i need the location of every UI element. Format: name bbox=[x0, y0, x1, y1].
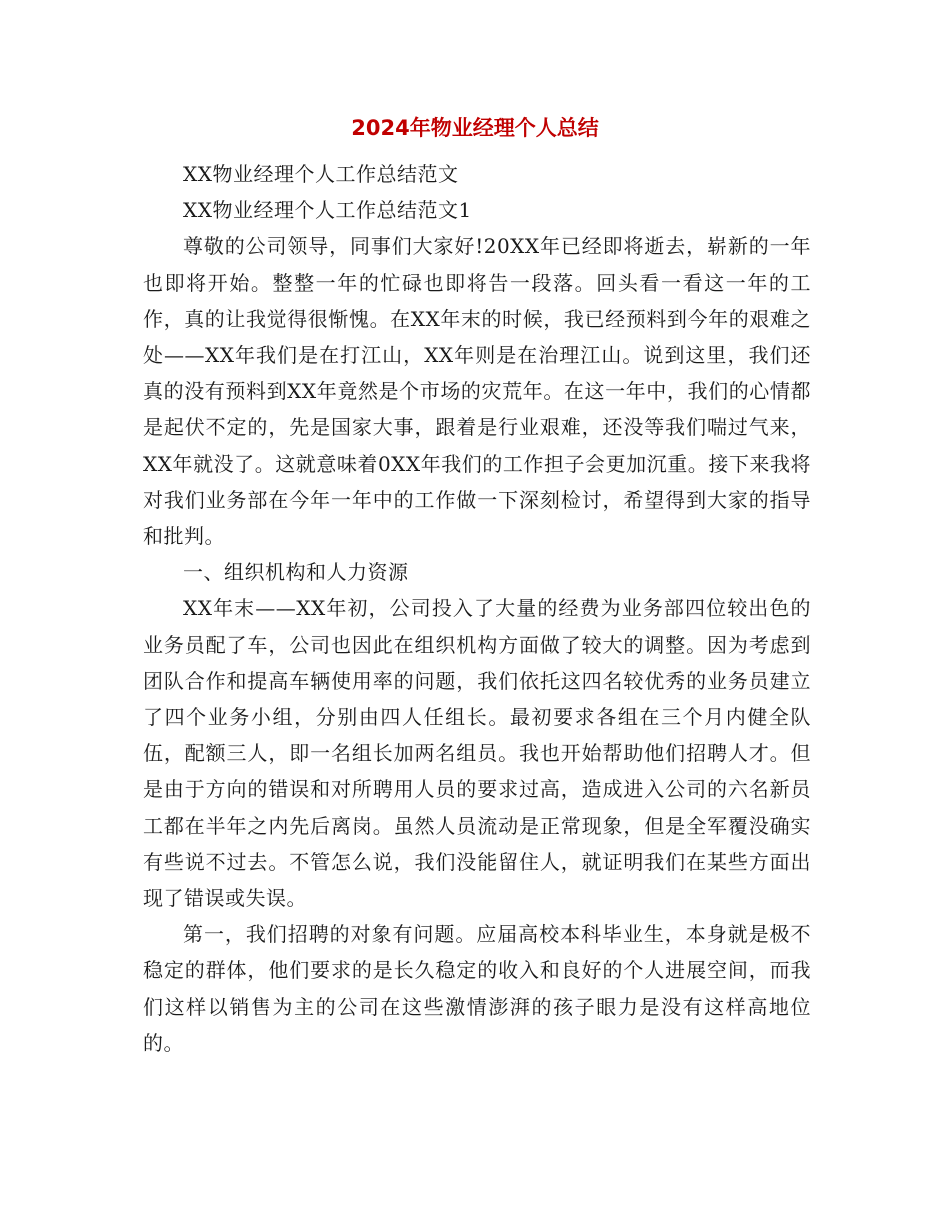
body-paragraph: 尊敬的公司领导，同事们大家好!20XX年已经即将逝去，崭新的一年也即将开始。整整一年的忙碌也即将告一段落。回头看一看这一年的工作，真的让我觉得很惭愧。在XX年末的时候，我已经预料到今年的艰难之处——XX年我们是在打江山，XX年则是在治理江山。说到这里，我们还真的没有预料到XX年竟然是个市场的灾荒年。在这一年中，我们的心情都是起伏不定的，先是国家大事，跟着是行业艰难，还没等我们喘过气来，XX年就没了。这就意味着0XX年我们的工作担子会更加沉重。接下来我将对我们业务部在今年一年中的工作做一下深刻检讨，希望得到大家的指导和批判。 bbox=[143, 234, 811, 549]
document-title: 2024年物业经理个人总结 bbox=[351, 116, 599, 140]
subtitle-paragraph: XX物业经理个人工作总结范文 bbox=[183, 162, 459, 186]
subtitle-paragraph: XX物业经理个人工作总结范文1 bbox=[183, 198, 472, 223]
section-heading: 一、组织机构和人力资源 bbox=[183, 560, 409, 585]
body-paragraph: XX年末——XX年初，公司投入了大量的经费为业务部四位较出色的业务员配了车，公司也因此在组织机构方面做了较大的调整。因为考虑到团队合作和提高车辆使用率的问题，我们依托这四名较优秀的业务员建立了四个业务小组，分别由四人任组长。最初要求各组在三个月内健全队伍，配额三人，即一名组长加两名组员。我也开始帮助他们招聘人才。但是由于方向的错误和对所聘用人员的要求过高，造成进入公司的六名新员工都在半年之内先后离岗。虽然人员流动是正常现象，但是全军覆没确实有些说不过去。不管怎么说，我们没能留住人，就证明我们在某些方面出现了错误或失误。 bbox=[143, 596, 811, 911]
body-paragraph: 第一，我们招聘的对象有问题。应届高校本科毕业生，本身就是极不稳定的群体，他们要求的是长久稳定的收入和良好的个人进展空间，而我们这样以销售为主的公司在这些激情澎湃的孩子眼力是没有这样高地位的。 bbox=[143, 922, 811, 1055]
document-body bbox=[143, 156, 811, 1061]
